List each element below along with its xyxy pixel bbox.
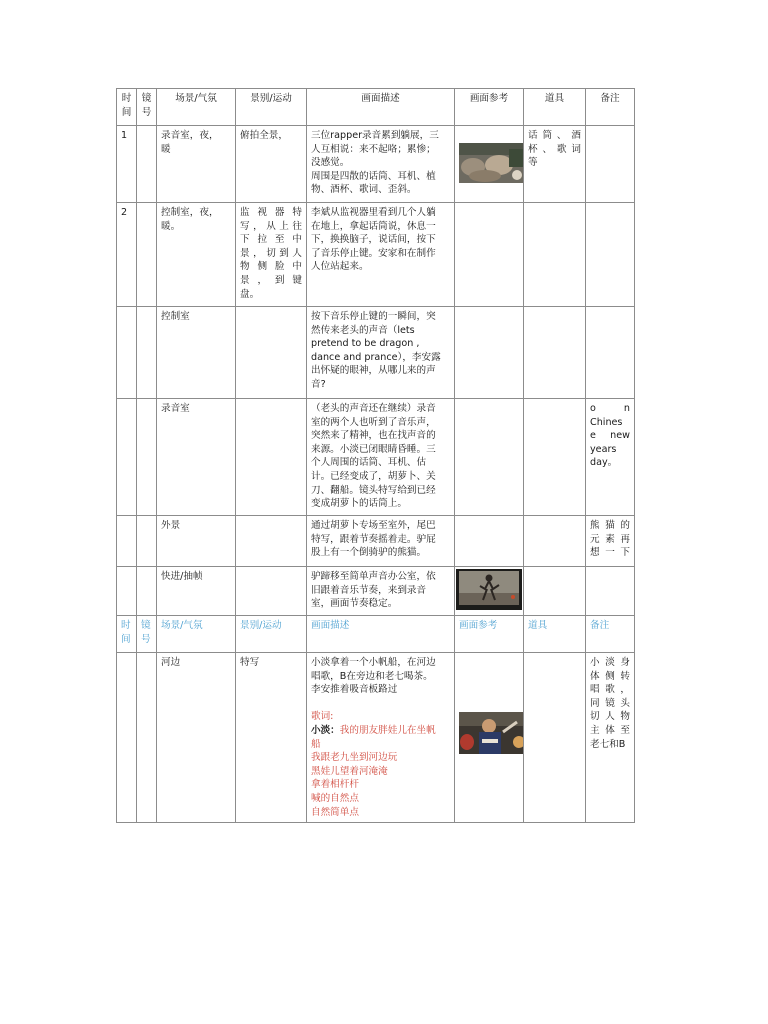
header-description: 画面描述 — [307, 616, 455, 653]
cell-shot-number — [137, 567, 157, 616]
cell-props: 话筒、酒 杯、歌词 等 — [524, 126, 586, 203]
cell-shot-number — [137, 399, 157, 516]
lyrics-singer: 小淡： — [311, 724, 340, 736]
cell-time — [117, 567, 137, 616]
cell-time — [117, 653, 137, 823]
cell-description: 通过胡萝卜专场至室外，尾巴 特写，跟着节奏摇着走。驴屁 股上有一个倒骑驴的熊猫。 — [307, 516, 455, 567]
cell-shot-type: 俯拍全景， — [236, 126, 307, 203]
cell-time: 1 — [117, 126, 137, 203]
header-notes: 备注 — [586, 89, 635, 126]
lyrics-label: 歌词: — [311, 711, 334, 723]
header-time: 时 间 — [117, 89, 137, 126]
cell-description: 李斌从监视器里看到几个人躺 在地上，拿起话筒说，休息一 下，换换脑子，说话间，按下 了音乐停止键。安家和在制作 人位站起来。 — [307, 203, 455, 307]
cell-shot-type — [236, 399, 307, 516]
cell-notes: o n Chines e new years day。 — [586, 399, 635, 516]
cell-props — [524, 203, 586, 307]
cell-notes: 熊猫的 元素再 想一下 — [586, 516, 635, 567]
repeated-header-row — [117, 616, 635, 653]
header-time: 时 间 — [117, 616, 137, 653]
cell-reference — [455, 203, 524, 307]
table-row — [117, 203, 635, 307]
cell-notes — [586, 126, 635, 203]
table-row — [117, 653, 635, 823]
cell-notes — [586, 307, 635, 399]
cell-notes — [586, 567, 635, 616]
header-notes: 备注 — [586, 616, 635, 653]
cell-time — [117, 516, 137, 567]
cell-shot-type — [236, 307, 307, 399]
cell-shot-number — [137, 516, 157, 567]
cell-reference — [455, 516, 524, 567]
header-reference: 画面参考 — [455, 89, 524, 126]
cell-reference — [455, 653, 524, 823]
cell-props — [524, 653, 586, 823]
cell-notes — [586, 203, 635, 307]
cell-shot-number — [137, 307, 157, 399]
header-row — [117, 89, 635, 126]
table-row — [117, 126, 635, 203]
header-reference: 画面参考 — [455, 616, 524, 653]
cell-shot-number — [137, 203, 157, 307]
cell-description: 小淡拿着一个小帆船，在河边 唱歌，B在旁边和老七喝茶。 李安推着吸音板路过 歌词: 小淡：我的朋友胖娃儿在坐帆 船 我跟老九坐到河边玩 黑娃儿望着河淹淹 拿着相杆杆 喊的自然点 自然简单点 — [307, 653, 455, 823]
header-description: 画面描述 — [307, 89, 455, 126]
cell-notes: 小淡身 体侧转 唱歌， 同镜头 切人物 主体至 老七和B — [586, 653, 635, 823]
header-scene: 场景/气氛 — [157, 89, 236, 126]
cell-props — [524, 567, 586, 616]
cell-description: 按下音乐停止键的一瞬间，突 然传来老头的声音（lets pretend to be dragon , dance and prance），李安露 出怀疑的眼神，从哪儿来的声 音? — [307, 307, 455, 399]
header-shot-type: 景别/运动 — [236, 616, 307, 653]
header-shot-number: 镜 号 — [137, 89, 157, 126]
cell-reference — [455, 567, 524, 616]
cell-props — [524, 516, 586, 567]
cell-scene: 河边 — [157, 653, 236, 823]
reference-image-dancer — [456, 569, 522, 610]
cell-scene: 快进/抽帧 — [157, 567, 236, 616]
table-row — [117, 307, 635, 399]
cell-shot-number — [137, 126, 157, 203]
header-props: 道具 — [524, 616, 586, 653]
reference-image-recording-room — [459, 143, 524, 183]
header-props: 道具 — [524, 89, 586, 126]
cell-description: 驴蹄移至简单声音办公室，依 旧跟着音乐节奏，来到录音 室，画面节奏稳定。 — [307, 567, 455, 616]
cell-reference — [455, 399, 524, 516]
table-row — [117, 399, 635, 516]
cell-shot-number — [137, 653, 157, 823]
cell-reference — [455, 307, 524, 399]
header-shot-number: 镜 号 — [137, 616, 157, 653]
header-shot-type: 景别/运动 — [236, 89, 307, 126]
cell-scene: 控制室，夜， 暖。 — [157, 203, 236, 307]
cell-scene: 录音室 — [157, 399, 236, 516]
cell-shot-type — [236, 567, 307, 616]
storyboard-table — [116, 88, 635, 823]
cell-shot-type: 特写 — [236, 653, 307, 823]
cell-time — [117, 399, 137, 516]
cell-props — [524, 307, 586, 399]
reference-image-singer — [459, 712, 524, 754]
cell-description: （老头的声音还在继续）录音 室的两个人也听到了音乐声， 突然来了精神，也在找声音的 来源。小淡已闭眼睛昏睡。三 个人周围的话筒、耳机、估 计。已经变成了，胡萝卜、关 刀、翻船。镜头特写给到已经 变成胡萝卜的话筒上。 — [307, 399, 455, 516]
table-row — [117, 567, 635, 616]
cell-time: 2 — [117, 203, 137, 307]
cell-scene: 外景 — [157, 516, 236, 567]
cell-description: 三位rapper录音累到躺展，三 人互相说：来不起咯；累惨； 没感觉。 周围是四散的话筒、耳机、植 物、酒杯、歌词、歪斜。 — [307, 126, 455, 203]
cell-time — [117, 307, 137, 399]
header-scene: 场景/气氛 — [157, 616, 236, 653]
table-row — [117, 516, 635, 567]
cell-props — [524, 399, 586, 516]
cell-scene: 录音室，夜， 暖 — [157, 126, 236, 203]
cell-scene: 控制室 — [157, 307, 236, 399]
cell-shot-type — [236, 516, 307, 567]
cell-reference — [455, 126, 524, 203]
cell-shot-type: 监视器特 写，从上往 下拉至中 景，切到人 物侧脸中 景，到键 盘。 — [236, 203, 307, 307]
